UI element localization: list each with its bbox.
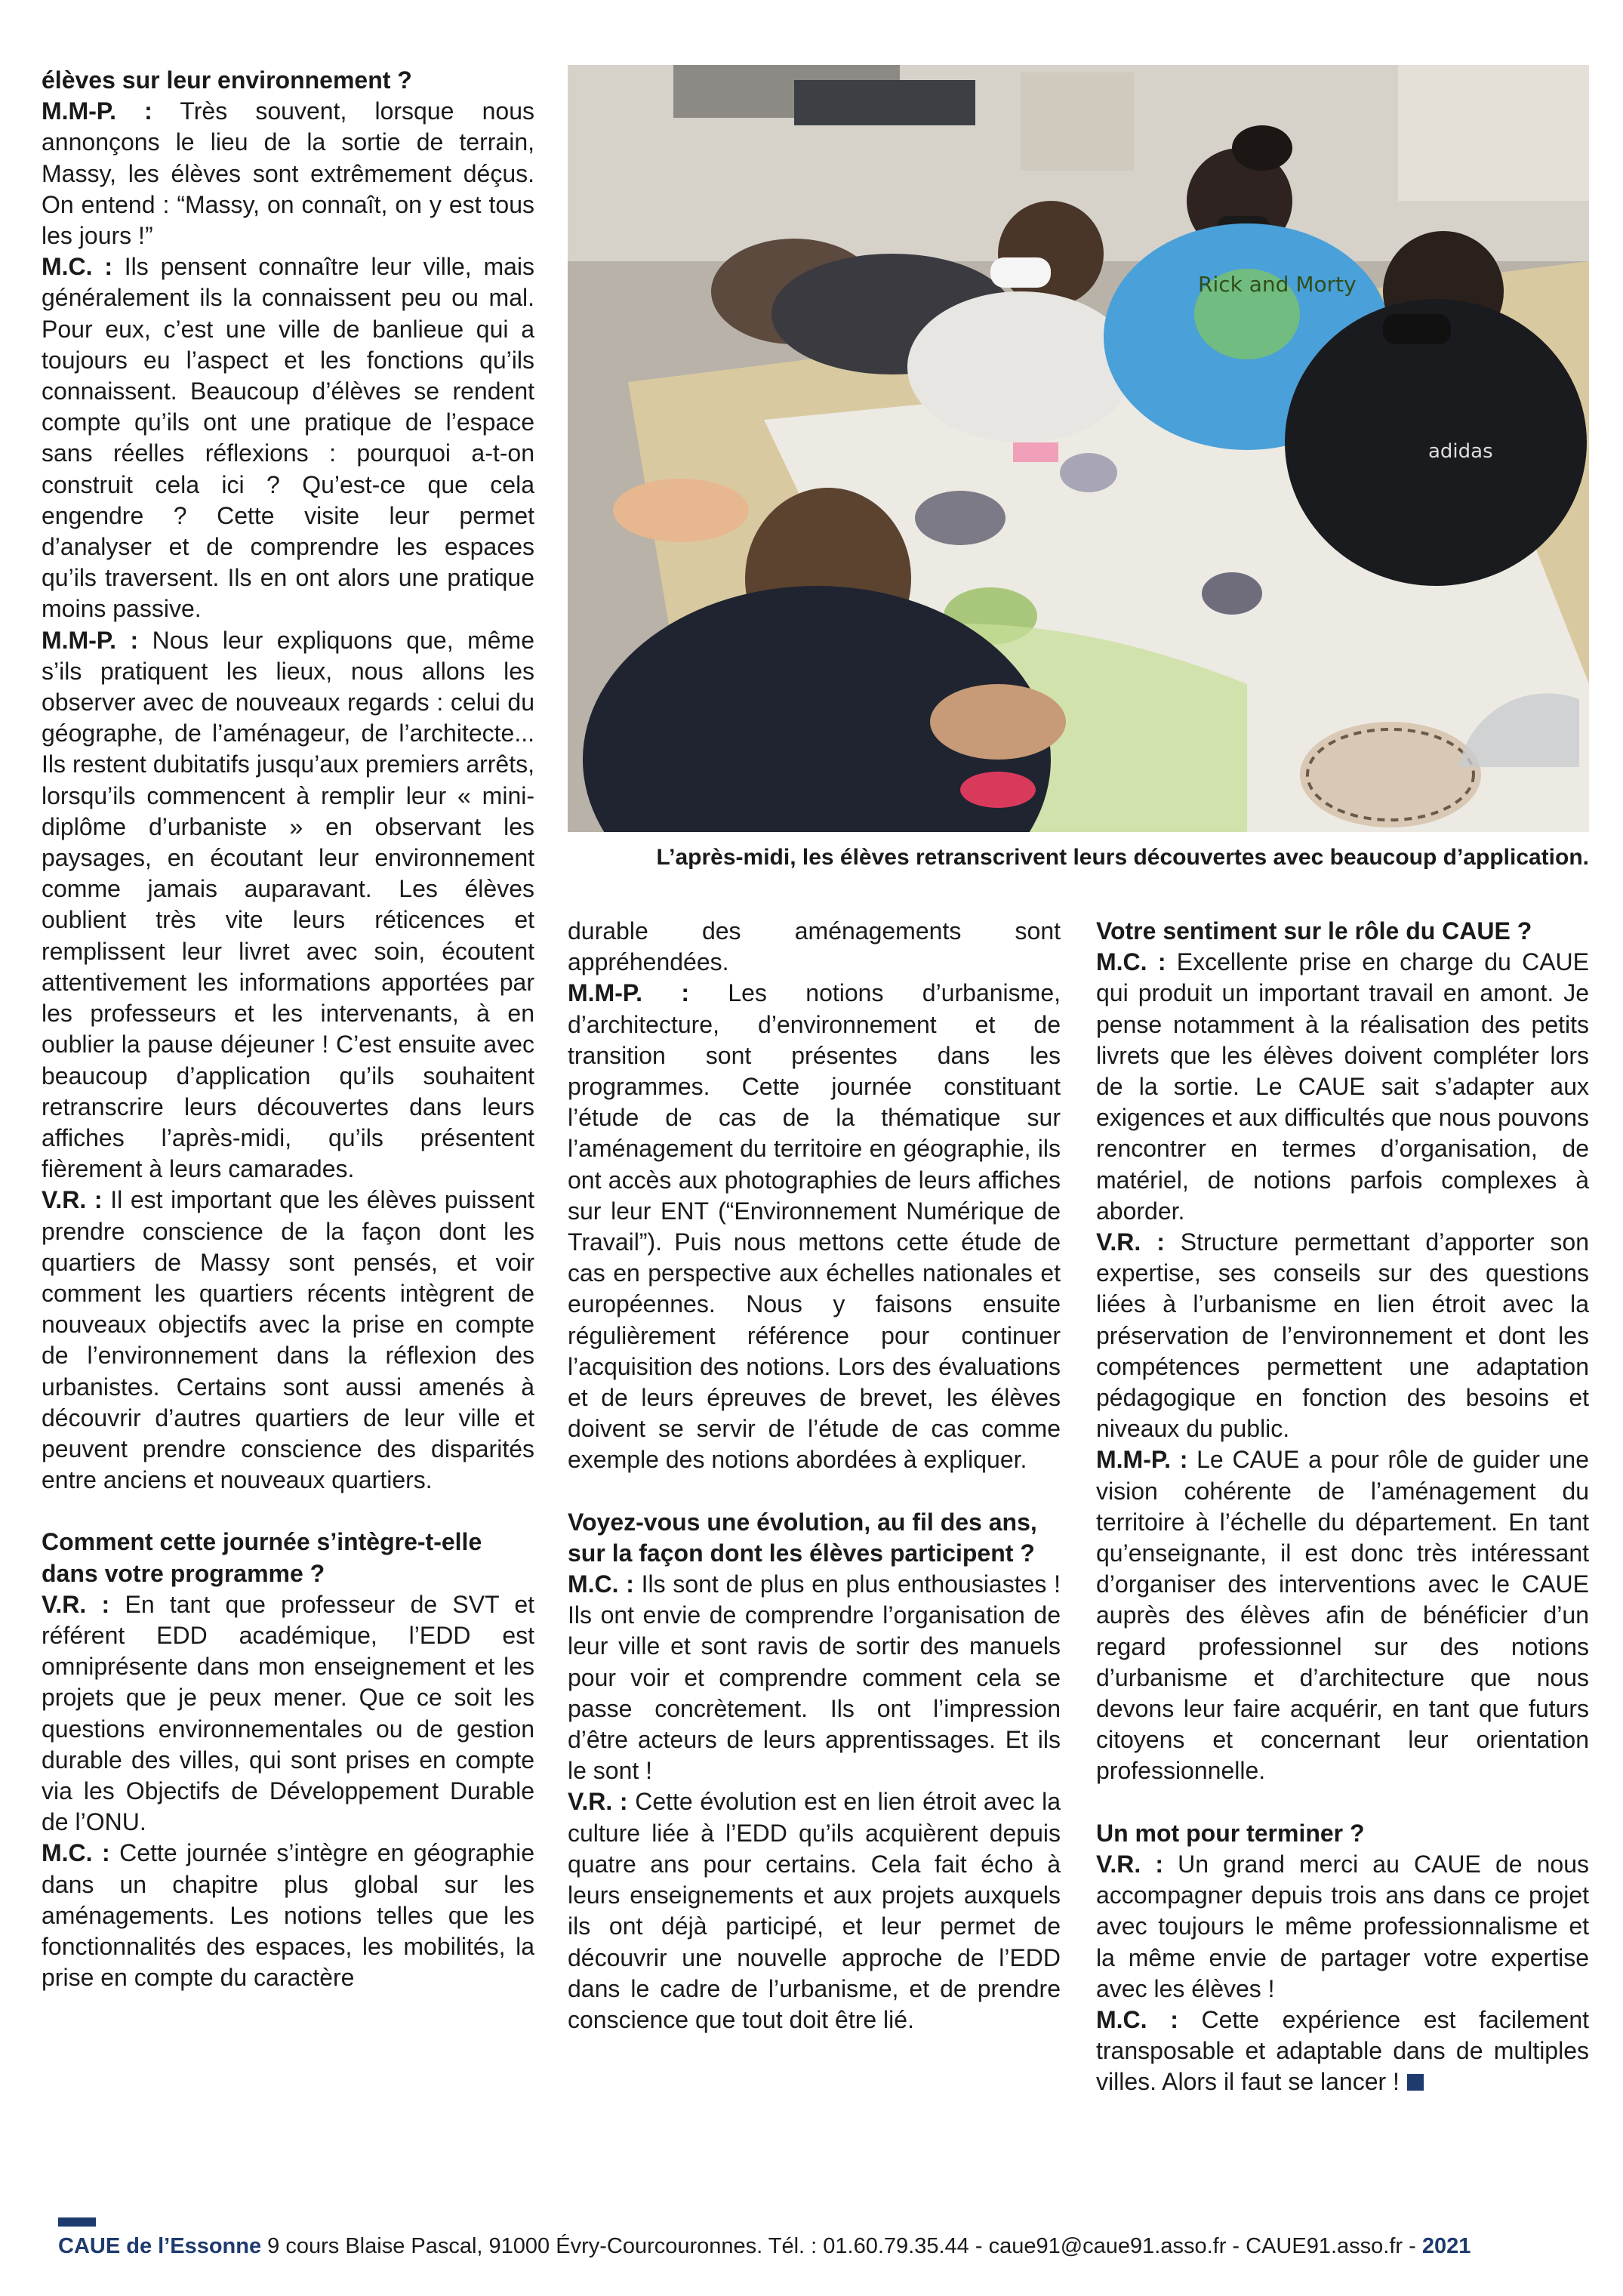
paragraph-text: Nous leur expliquons que, même s’ils pratiquent les lieux, nous allons les observer avec de nouveaux regards : celui du géographe, de l’aménageur, de l’architecte... Ils restent dubitatifs jusqu’aux premiers arrêts, lorsqu’ils commencent à remplir leur « mini-diplôme d’urbaniste » en observant les paysages, en écoutant leur environnement comme jamais auparavant. Les élèves oublient très vite leurs réticences et remplissent leur livret avec soin, écoutent attentivement les informations apportées par les professeurs et les intervenants, à en oublier la pause déjeuner ! C’est ensuite avec beaucoup d’application qu’ils souhaitent retranscrire leurs découvertes dans leurs affiches l’après-midi, qu’ils présentent fièrement à leurs camarades. (42, 626, 535, 1183)
interview-paragraph (42, 1185, 534, 1496)
interview-paragraph (42, 1838, 534, 1993)
photo-caption: L’après-midi, les élèves retranscrivent leurs découvertes avec beaucoup d’application. (656, 845, 1589, 870)
speaker-label: M.M-P. : (568, 979, 689, 1007)
interview-paragraph (568, 1786, 1061, 2036)
interview-paragraph (1096, 947, 1589, 1227)
paragraph-text: Ils sont de plus en plus enthousiastes ! Ils ont envie de comprendre l’organisation de leur ville et sont ravis de sortir des manuels pour voir et comprendre comment cela se passe concrètement. Ils ont l’impression d’être acteurs de leurs apprentissages. Et ils le sont ! (568, 1570, 1061, 1785)
workshop-photo (568, 65, 1589, 832)
footer-address: 9 cours Blaise Pascal, 91000 Évry-Courcouronnes. Tél. : 01.60.79.35.44 - caue91@caue91.asso.fr - CAUE91.asso.fr - (261, 2234, 1422, 2258)
paragraph-text: Il est important que les élèves puissent prendre conscience de la façon dont les quartiers de Massy sont pensés, et voir comment les quartiers récents intègrent de nouveaux objectifs avec la prise en compte de l’environnement dans la réflexion des urbanistes. Certains sont aussi amenés à découvrir d’autres quartiers de leur ville et peuvent prendre conscience des disparités entre anciens et nouveaux quartiers. (42, 1186, 535, 1494)
workshop-photo-illustration (568, 65, 1589, 832)
interview-paragraph (568, 978, 1061, 1475)
interview-paragraph (42, 625, 534, 1185)
question-heading: Voyez-vous une évolution, au fil des ans, sur la façon dont les élèves participent ? (568, 1508, 1037, 1567)
footer-org: CAUE de l’Essonne (58, 2234, 262, 2258)
interview-paragraph (1096, 1444, 1589, 1786)
middle-column (568, 916, 1061, 2036)
speaker-label: V.R. : (42, 1590, 110, 1618)
paragraph-text: Un grand merci au CAUE de nous accompagner depuis trois ans dans ce projet avec toujours le même professionnalisme et la même envie de partager votre expertise avec les élèves ! (1096, 1850, 1590, 2002)
paragraph-text: Ils pensent connaître leur ville, mais généralement ils la connaissent peu ou mal. Pour eux, c’est une ville de banlieue qui a toujours eu l’aspect et les fonctions qu’ils connaissent. Beaucoup d’élèves se rendent compte qu’ils ont une pratique de l’espace sans réelles réflexions : pourquoi a-t-on construit cela ici ? Qu’est-ce que cela engendre ? Cette visite leur permet d’analyser et de comprendre les espaces qu’ils traversent. Ils en ont alors une pratique moins passive. (42, 253, 535, 623)
interview-paragraph (568, 1569, 1061, 1786)
paragraph-text: Excellente prise en charge du CAUE qui produit un important travail en amont. Je pense notamment à la réalisation des petits livrets que les élèves doivent compléter lors de la sortie. Le CAUE sait s’adapter aux exigences et aux difficultés que nous pouvons rencontrer en termes d’organisation, de matériel, de notions parfois complexes à aborder. (1096, 948, 1589, 1225)
interview-paragraph (42, 251, 534, 624)
right-column (1096, 916, 1589, 2098)
paragraph-text: Le CAUE a pour rôle de guider une vision cohérente de l’aménagement du territoire à l’échelle du département. En tant qu’enseignante, il est donc très intéressant d’organiser des interventions avec le CAUE auprès des élèves afin de bénéficier d’un regard professionnel sur des notions d’urbanisme et d’architecture que nous devons leur faire acquérir, en tant que futurs citoyens et concernant leur orientation professionnelle. (1096, 1446, 1590, 1785)
speaker-label: M.M-P. : (42, 626, 139, 654)
interview-paragraph (1096, 2005, 1589, 2098)
footer-year: 2021 (1421, 2234, 1471, 2258)
speaker-label: V.R. : (1096, 1228, 1165, 1256)
shirt-print-text: Rick and Morty (1198, 272, 1357, 297)
speaker-label: V.R. : (1096, 1850, 1164, 1878)
paragraph-text: Les notions d’urbanisme, d’architecture, d’environnement et de transition sont présentes dans les programmes. Cette journée constituant l’étude de cas de la thématique sur l’aménagement du territoire en géographie, ils ont accès aux photographies de leurs affiches sur leur ENT (“Environnement Numérique de Travail”). Puis nous mettons cette étude de cas en perspective aux échelles nationales et européennes. Nous y faisons ensuite régulièrement référence pour continuer l’acquisition des notions. Lors des évaluations et de leurs épreuves de brevet, les élèves doivent se servir de l’étude de cas comme exemple des notions abordées à expliquer. (568, 979, 1061, 1474)
question-heading: Votre sentiment sur le rôle du CAUE ? (1096, 917, 1532, 945)
hoodie-logo-text: adidas (1428, 440, 1493, 463)
paragraph-gap (1096, 1787, 1589, 1818)
paragraph-text: Cette évolution est en lien étroit avec la culture liée à l’EDD qu’ils acquièrent depuis quatre ans pour certains. Cela fait écho à leurs enseignements et aux projets auxquels ils ont déjà participé, et leur permet de découvrir une nouvelle approche de l’EDD dans le cadre de l’urbanisme, et de prendre conscience que tout doit être lié. (568, 1788, 1061, 2033)
paragraph-text: Très souvent, lorsque nous annonçons le lieu de la sortie de terrain, Massy, les élèves sont extrêmement déçus. On entend : “Massy, on connaît, on y est tous les jours !” (42, 97, 535, 250)
interview-paragraph (1096, 1849, 1589, 2005)
speaker-label: V.R. : (42, 1186, 103, 1214)
question-heading: Un mot pour terminer ? (1096, 1819, 1365, 1847)
left-column (42, 65, 534, 1993)
speaker-label: M.C. : (42, 1839, 110, 1867)
footer (58, 2231, 1568, 2261)
interview-paragraph (1096, 1227, 1589, 1444)
speaker-label: M.C. : (1096, 948, 1166, 976)
paragraph-text: durable des aménagements sont appréhendées. (568, 917, 1061, 976)
paragraph-text: Cette expérience est facilement transposable et adaptable dans de multiples villes. Alors il faut se lancer ! (1096, 2005, 1590, 2096)
paragraph-gap (568, 1476, 1061, 1507)
speaker-label: V.R. : (568, 1788, 628, 1816)
end-mark-icon (1407, 2074, 1424, 2091)
speaker-label: M.C. : (42, 253, 112, 281)
speaker-label: M.M-P. : (42, 97, 152, 125)
interview-paragraph (42, 96, 534, 251)
paragraph-gap (42, 1496, 534, 1527)
interview-paragraph (568, 916, 1061, 978)
footer-accent-bar (58, 2217, 96, 2227)
paragraph-text: Structure permettant d’apporter son expertise, ses conseils sur des questions liées à l’urbanisme en lien étroit avec la préservation de l’environnement et dont les compétences permettent une adaptation pédagogique en fonction des besoins et niveaux du public. (1096, 1228, 1590, 1443)
speaker-label: M.C. : (568, 1570, 634, 1598)
question-heading: élèves sur leur environnement ? (42, 66, 412, 94)
interview-paragraph (42, 1589, 534, 1838)
paragraph-text: En tant que professeur de SVT et référent EDD académique, l’EDD est omniprésente dans mon enseignement et les projets que je peux mener. Que ce soit les questions environnementales ou de gestion durable des villes, qui sont prises en compte via les Objectifs de Développement Durable de l’ONU. (42, 1590, 535, 1836)
question-heading: Comment cette journée s’intègre-t-elle dans votre programme ? (42, 1528, 482, 1587)
speaker-label: M.M-P. : (1096, 1446, 1188, 1474)
speaker-label: M.C. : (1096, 2005, 1178, 2033)
paragraph-text: Cette journée s’intègre en géographie dans un chapitre plus global sur les aménagements. Les notions telles que les fonctionnalités des espaces, les mobilités, la prise en compte du caractère (42, 1839, 535, 1992)
